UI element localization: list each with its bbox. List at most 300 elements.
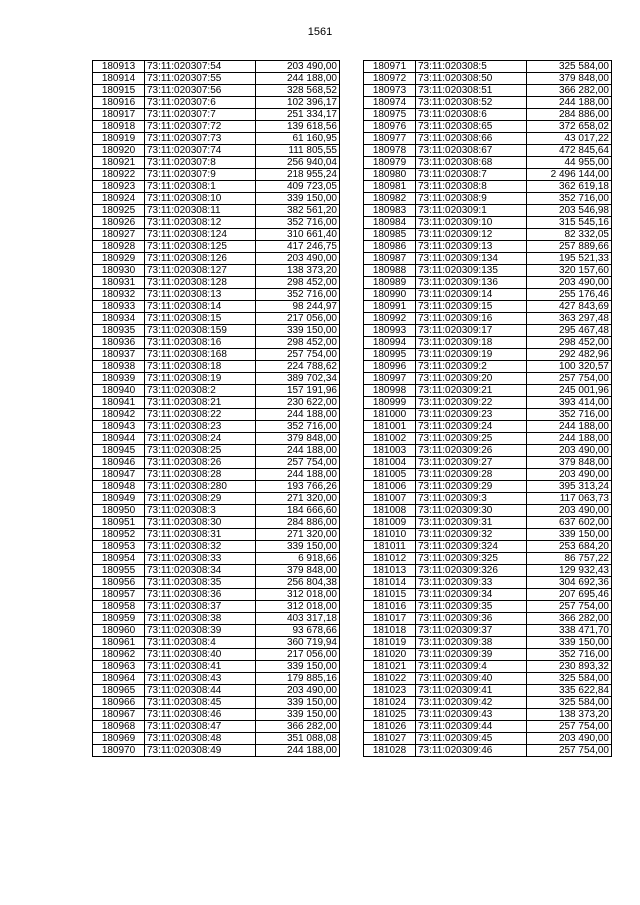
row-number-cell: 180996 [364, 361, 416, 373]
table-row [364, 373, 612, 385]
table-row [364, 385, 612, 397]
table-row [364, 481, 612, 493]
cadastral-number-cell: 73:11:020308:22 [145, 409, 256, 421]
cadastral-value-cell: 256 940,04 [256, 157, 340, 169]
cadastral-value-cell: 339 150,00 [256, 709, 340, 721]
cadastral-number-cell: 73:11:020308:23 [145, 421, 256, 433]
cadastral-value-cell: 257 754,00 [527, 601, 612, 613]
table-row [364, 589, 612, 601]
cadastral-number-cell: 73:11:020309:12 [416, 229, 527, 241]
cadastral-value-cell: 257 889,66 [527, 241, 612, 253]
row-number-cell: 181004 [364, 457, 416, 469]
cadastral-number-cell: 73:11:020309:41 [416, 685, 527, 697]
cadastral-number-cell: 73:11:020309:135 [416, 265, 527, 277]
table-row [93, 373, 340, 385]
table-row [364, 277, 612, 289]
cadastral-number-cell: 73:11:020309:16 [416, 313, 527, 325]
row-number-cell: 180985 [364, 229, 416, 241]
row-number-cell: 180969 [93, 733, 145, 745]
cadastral-value-cell: 284 886,00 [527, 109, 612, 121]
table-row [364, 553, 612, 565]
row-number-cell: 180987 [364, 253, 416, 265]
cadastral-number-cell: 73:11:020309:28 [416, 469, 527, 481]
cadastral-number-cell: 73:11:020309:31 [416, 517, 527, 529]
table-row [93, 169, 340, 181]
table-row [364, 397, 612, 409]
cadastral-value-cell: 339 150,00 [256, 541, 340, 553]
table-row [364, 733, 612, 745]
table-row [364, 541, 612, 553]
cadastral-value-cell: 395 313,24 [527, 481, 612, 493]
cadastral-value-cell: 417 246,75 [256, 241, 340, 253]
cadastral-number-cell: 73:11:020308:7 [416, 169, 527, 181]
cadastral-number-cell: 73:11:020309:25 [416, 433, 527, 445]
cadastral-value-cell: 129 932,43 [527, 565, 612, 577]
cadastral-number-cell: 73:11:020309:21 [416, 385, 527, 397]
cadastral-number-cell: 73:11:020308:1 [145, 181, 256, 193]
table-row [93, 481, 340, 493]
table-row [364, 577, 612, 589]
cadastral-value-cell: 138 373,20 [527, 709, 612, 721]
cadastral-value-cell: 217 056,00 [256, 649, 340, 661]
cadastral-number-cell: 73:11:020308:49 [145, 745, 256, 757]
table-row [93, 325, 340, 337]
cadastral-number-cell: 73:11:020308:51 [416, 85, 527, 97]
cadastral-value-cell: 403 317,18 [256, 613, 340, 625]
row-number-cell: 180942 [93, 409, 145, 421]
cadastral-number-cell: 73:11:020308:11 [145, 205, 256, 217]
table-row [93, 337, 340, 349]
table-row [364, 457, 612, 469]
table-row [93, 493, 340, 505]
cadastral-number-cell: 73:11:020309:4 [416, 661, 527, 673]
row-number-cell: 180950 [93, 505, 145, 517]
cadastral-number-cell: 73:11:020308:36 [145, 589, 256, 601]
cadastral-number-cell: 73:11:020309:18 [416, 337, 527, 349]
cadastral-number-cell: 73:11:020307:73 [145, 133, 256, 145]
cadastral-value-cell: 257 754,00 [256, 457, 340, 469]
cadastral-value-cell: 203 490,00 [527, 277, 612, 289]
row-number-cell: 180979 [364, 157, 416, 169]
cadastral-number-cell: 73:11:020309:15 [416, 301, 527, 313]
cadastral-value-cell: 352 716,00 [256, 217, 340, 229]
cadastral-number-cell: 73:11:020308:12 [145, 217, 256, 229]
row-number-cell: 181018 [364, 625, 416, 637]
cadastral-value-cell: 203 490,00 [527, 469, 612, 481]
table-row [93, 361, 340, 373]
table-row [93, 61, 340, 73]
table-row [364, 289, 612, 301]
cadastral-number-cell: 73:11:020309:46 [416, 745, 527, 757]
table-row [93, 205, 340, 217]
table-row [93, 445, 340, 457]
row-number-cell: 180986 [364, 241, 416, 253]
row-number-cell: 181014 [364, 577, 416, 589]
cadastral-value-cell: 203 490,00 [527, 505, 612, 517]
row-number-cell: 181011 [364, 541, 416, 553]
row-number-cell: 180930 [93, 265, 145, 277]
cadastral-number-cell: 73:11:020308:43 [145, 673, 256, 685]
table-row [364, 673, 612, 685]
table-row [93, 673, 340, 685]
row-number-cell: 181026 [364, 721, 416, 733]
cadastral-value-cell: 304 692,36 [527, 577, 612, 589]
row-number-cell: 180941 [93, 397, 145, 409]
row-number-cell: 181023 [364, 685, 416, 697]
row-number-cell: 181006 [364, 481, 416, 493]
table-row [93, 121, 340, 133]
cadastral-value-cell: 244 188,00 [256, 73, 340, 85]
cadastral-value-cell: 217 056,00 [256, 313, 340, 325]
cadastral-number-cell: 73:11:020309:37 [416, 625, 527, 637]
table-row [364, 73, 612, 85]
cadastral-number-cell: 73:11:020308:45 [145, 697, 256, 709]
row-number-cell: 181002 [364, 433, 416, 445]
table-row [93, 229, 340, 241]
row-number-cell: 180966 [93, 697, 145, 709]
cadastral-value-cell: 372 658,02 [527, 121, 612, 133]
cadastral-value-cell: 298 452,00 [527, 337, 612, 349]
table-row [364, 217, 612, 229]
cadastral-number-cell: 73:11:020308:39 [145, 625, 256, 637]
cadastral-value-cell: 366 282,00 [527, 85, 612, 97]
cadastral-value-cell: 251 334,17 [256, 109, 340, 121]
cadastral-value-cell: 255 176,46 [527, 289, 612, 301]
row-number-cell: 180947 [93, 469, 145, 481]
cadastral-value-cell: 245 001,96 [527, 385, 612, 397]
row-number-cell: 180977 [364, 133, 416, 145]
cadastral-value-cell: 335 622,84 [527, 685, 612, 697]
cadastral-number-cell: 73:11:020309:39 [416, 649, 527, 661]
right-table-body [364, 61, 612, 757]
cadastral-value-cell: 351 088,08 [256, 733, 340, 745]
cadastral-number-cell: 73:11:020307:56 [145, 85, 256, 97]
row-number-cell: 181007 [364, 493, 416, 505]
table-row [364, 661, 612, 673]
row-number-cell: 180954 [93, 553, 145, 565]
cadastral-number-cell: 73:11:020308:19 [145, 373, 256, 385]
table-row [93, 661, 340, 673]
cadastral-number-cell: 73:11:020309:44 [416, 721, 527, 733]
cadastral-value-cell: 203 490,00 [256, 685, 340, 697]
row-number-cell: 180945 [93, 445, 145, 457]
cadastral-number-cell: 73:11:020308:14 [145, 301, 256, 313]
cadastral-value-cell: 325 584,00 [527, 673, 612, 685]
table-row [364, 601, 612, 613]
cadastral-value-cell: 312 018,00 [256, 589, 340, 601]
cadastral-number-cell: 73:11:020308:125 [145, 241, 256, 253]
row-number-cell: 180920 [93, 145, 145, 157]
table-row [93, 469, 340, 481]
left-register-table [92, 60, 340, 757]
cadastral-number-cell: 73:11:020308:35 [145, 577, 256, 589]
row-number-cell: 180980 [364, 169, 416, 181]
cadastral-value-cell: 257 754,00 [256, 349, 340, 361]
row-number-cell: 181005 [364, 469, 416, 481]
table-row [364, 337, 612, 349]
cadastral-number-cell: 73:11:020308:13 [145, 289, 256, 301]
row-number-cell: 180978 [364, 145, 416, 157]
table-row [93, 541, 340, 553]
table-row [93, 385, 340, 397]
table-row [364, 313, 612, 325]
cadastral-value-cell: 360 719,94 [256, 637, 340, 649]
table-row [364, 181, 612, 193]
row-number-cell: 180989 [364, 277, 416, 289]
cadastral-value-cell: 184 666,60 [256, 505, 340, 517]
cadastral-number-cell: 73:11:020307:8 [145, 157, 256, 169]
cadastral-number-cell: 73:11:020307:6 [145, 97, 256, 109]
row-number-cell: 180924 [93, 193, 145, 205]
row-number-cell: 180934 [93, 313, 145, 325]
row-number-cell: 181015 [364, 589, 416, 601]
left-table-body [93, 61, 340, 757]
row-number-cell: 180953 [93, 541, 145, 553]
table-row [364, 193, 612, 205]
row-number-cell: 180990 [364, 289, 416, 301]
row-number-cell: 181019 [364, 637, 416, 649]
table-row [364, 649, 612, 661]
row-number-cell: 180939 [93, 373, 145, 385]
table-row [364, 205, 612, 217]
row-number-cell: 180982 [364, 193, 416, 205]
cadastral-number-cell: 73:11:020309:40 [416, 673, 527, 685]
cadastral-value-cell: 218 955,24 [256, 169, 340, 181]
cadastral-value-cell: 43 017,22 [527, 133, 612, 145]
table-row [364, 157, 612, 169]
cadastral-number-cell: 73:11:020308:37 [145, 601, 256, 613]
cadastral-value-cell: 292 482,96 [527, 349, 612, 361]
cadastral-value-cell: 271 320,00 [256, 493, 340, 505]
cadastral-value-cell: 93 678,66 [256, 625, 340, 637]
cadastral-number-cell: 73:11:020308:47 [145, 721, 256, 733]
table-row [93, 649, 340, 661]
row-number-cell: 181016 [364, 601, 416, 613]
table-row [93, 73, 340, 85]
table-row [93, 421, 340, 433]
row-number-cell: 180936 [93, 337, 145, 349]
row-number-cell: 181000 [364, 409, 416, 421]
cadastral-value-cell: 320 157,60 [527, 265, 612, 277]
cadastral-number-cell: 73:11:020308:8 [416, 181, 527, 193]
cadastral-value-cell: 2 496 144,00 [527, 169, 612, 181]
cadastral-number-cell: 73:11:020308:9 [416, 193, 527, 205]
cadastral-number-cell: 73:11:020307:74 [145, 145, 256, 157]
cadastral-value-cell: 257 754,00 [527, 373, 612, 385]
cadastral-number-cell: 73:11:020308:32 [145, 541, 256, 553]
cadastral-number-cell: 73:11:020308:5 [416, 61, 527, 73]
row-number-cell: 180951 [93, 517, 145, 529]
cadastral-value-cell: 312 018,00 [256, 601, 340, 613]
cadastral-value-cell: 203 490,00 [527, 733, 612, 745]
row-number-cell: 181013 [364, 565, 416, 577]
cadastral-number-cell: 73:11:020309:30 [416, 505, 527, 517]
row-number-cell: 180973 [364, 85, 416, 97]
cadastral-number-cell: 73:11:020308:40 [145, 649, 256, 661]
row-number-cell: 180949 [93, 493, 145, 505]
cadastral-number-cell: 73:11:020308:159 [145, 325, 256, 337]
cadastral-value-cell: 339 150,00 [256, 661, 340, 673]
cadastral-number-cell: 73:11:020309:2 [416, 361, 527, 373]
table-row [364, 505, 612, 517]
table-row [93, 109, 340, 121]
cadastral-number-cell: 73:11:020309:34 [416, 589, 527, 601]
row-number-cell: 180927 [93, 229, 145, 241]
row-number-cell: 180955 [93, 565, 145, 577]
row-number-cell: 181003 [364, 445, 416, 457]
row-number-cell: 181012 [364, 553, 416, 565]
table-row [364, 361, 612, 373]
row-number-cell: 180999 [364, 397, 416, 409]
table-row [93, 733, 340, 745]
row-number-cell: 180928 [93, 241, 145, 253]
row-number-cell: 180959 [93, 613, 145, 625]
table-row [364, 469, 612, 481]
row-number-cell: 180984 [364, 217, 416, 229]
cadastral-number-cell: 73:11:020309:19 [416, 349, 527, 361]
row-number-cell: 180943 [93, 421, 145, 433]
cadastral-number-cell: 73:11:020308:26 [145, 457, 256, 469]
page-number: 1561 [307, 26, 333, 38]
table-row [364, 109, 612, 121]
row-number-cell: 180993 [364, 325, 416, 337]
row-number-cell: 180971 [364, 61, 416, 73]
cadastral-value-cell: 409 723,05 [256, 181, 340, 193]
row-number-cell: 180957 [93, 589, 145, 601]
cadastral-number-cell: 73:11:020308:126 [145, 253, 256, 265]
row-number-cell: 180946 [93, 457, 145, 469]
cadastral-number-cell: 73:11:020308:4 [145, 637, 256, 649]
table-row [364, 169, 612, 181]
cadastral-value-cell: 352 716,00 [256, 289, 340, 301]
table-row [364, 409, 612, 421]
cadastral-value-cell: 427 843,69 [527, 301, 612, 313]
cadastral-number-cell: 73:11:020308:128 [145, 277, 256, 289]
table-row [364, 97, 612, 109]
cadastral-value-cell: 82 332,05 [527, 229, 612, 241]
cadastral-number-cell: 73:11:020309:26 [416, 445, 527, 457]
cadastral-value-cell: 298 452,00 [256, 277, 340, 289]
row-number-cell: 180992 [364, 313, 416, 325]
row-number-cell: 180968 [93, 721, 145, 733]
row-number-cell: 181028 [364, 745, 416, 757]
cadastral-number-cell: 73:11:020308:66 [416, 133, 527, 145]
table-row [364, 121, 612, 133]
table-row [364, 565, 612, 577]
row-number-cell: 180967 [93, 709, 145, 721]
table-row [93, 85, 340, 97]
row-number-cell: 180991 [364, 301, 416, 313]
cadastral-value-cell: 6 918,66 [256, 553, 340, 565]
table-row [93, 745, 340, 757]
table-row [93, 613, 340, 625]
cadastral-value-cell: 230 893,32 [527, 661, 612, 673]
cadastral-number-cell: 73:11:020309:35 [416, 601, 527, 613]
table-row [364, 637, 612, 649]
row-number-cell: 180921 [93, 157, 145, 169]
row-number-cell: 180960 [93, 625, 145, 637]
row-number-cell: 180975 [364, 109, 416, 121]
row-number-cell: 180913 [93, 61, 145, 73]
cadastral-value-cell: 338 471,70 [527, 625, 612, 637]
row-number-cell: 181010 [364, 529, 416, 541]
cadastral-number-cell: 73:11:020308:29 [145, 493, 256, 505]
table-row [93, 601, 340, 613]
row-number-cell: 181024 [364, 697, 416, 709]
table-row [364, 433, 612, 445]
table-row [93, 637, 340, 649]
cadastral-value-cell: 298 452,00 [256, 337, 340, 349]
row-number-cell: 180970 [93, 745, 145, 757]
cadastral-number-cell: 73:11:020309:10 [416, 217, 527, 229]
table-row [364, 745, 612, 757]
cadastral-value-cell: 230 622,00 [256, 397, 340, 409]
table-row [93, 289, 340, 301]
cadastral-number-cell: 73:11:020309:325 [416, 553, 527, 565]
cadastral-number-cell: 73:11:020309:38 [416, 637, 527, 649]
table-row [93, 157, 340, 169]
cadastral-number-cell: 73:11:020309:45 [416, 733, 527, 745]
cadastral-number-cell: 73:11:020308:31 [145, 529, 256, 541]
cadastral-number-cell: 73:11:020309:22 [416, 397, 527, 409]
cadastral-value-cell: 244 188,00 [527, 97, 612, 109]
cadastral-value-cell: 393 414,00 [527, 397, 612, 409]
table-row [93, 277, 340, 289]
cadastral-number-cell: 73:11:020308:38 [145, 613, 256, 625]
row-number-cell: 180961 [93, 637, 145, 649]
cadastral-value-cell: 157 191,96 [256, 385, 340, 397]
table-row [364, 685, 612, 697]
table-row [93, 265, 340, 277]
cadastral-number-cell: 73:11:020309:3 [416, 493, 527, 505]
table-row [93, 577, 340, 589]
row-number-cell: 180974 [364, 97, 416, 109]
table-row [364, 301, 612, 313]
cadastral-number-cell: 73:11:020308:30 [145, 517, 256, 529]
cadastral-value-cell: 366 282,00 [527, 613, 612, 625]
cadastral-value-cell: 271 320,00 [256, 529, 340, 541]
cadastral-number-cell: 73:11:020308:21 [145, 397, 256, 409]
cadastral-value-cell: 339 150,00 [256, 697, 340, 709]
cadastral-value-cell: 352 716,00 [256, 421, 340, 433]
table-row [93, 505, 340, 517]
cadastral-value-cell: 179 885,16 [256, 673, 340, 685]
table-row [93, 457, 340, 469]
row-number-cell: 181025 [364, 709, 416, 721]
row-number-cell: 180931 [93, 277, 145, 289]
row-number-cell: 180962 [93, 649, 145, 661]
cadastral-value-cell: 244 188,00 [256, 469, 340, 481]
table-row [364, 229, 612, 241]
cadastral-number-cell: 73:11:020308:3 [145, 505, 256, 517]
row-number-cell: 180963 [93, 661, 145, 673]
cadastral-value-cell: 315 545,16 [527, 217, 612, 229]
row-number-cell: 180914 [93, 73, 145, 85]
cadastral-number-cell: 73:11:020309:134 [416, 253, 527, 265]
row-number-cell: 180956 [93, 577, 145, 589]
cadastral-number-cell: 73:11:020307:72 [145, 121, 256, 133]
table-row [93, 697, 340, 709]
cadastral-number-cell: 73:11:020308:28 [145, 469, 256, 481]
row-number-cell: 180915 [93, 85, 145, 97]
cadastral-value-cell: 284 886,00 [256, 517, 340, 529]
table-row [364, 253, 612, 265]
right-register-table [363, 60, 612, 757]
cadastral-number-cell: 73:11:020308:52 [416, 97, 527, 109]
cadastral-value-cell: 139 618,56 [256, 121, 340, 133]
cadastral-number-cell: 73:11:020309:36 [416, 613, 527, 625]
cadastral-number-cell: 73:11:020309:33 [416, 577, 527, 589]
